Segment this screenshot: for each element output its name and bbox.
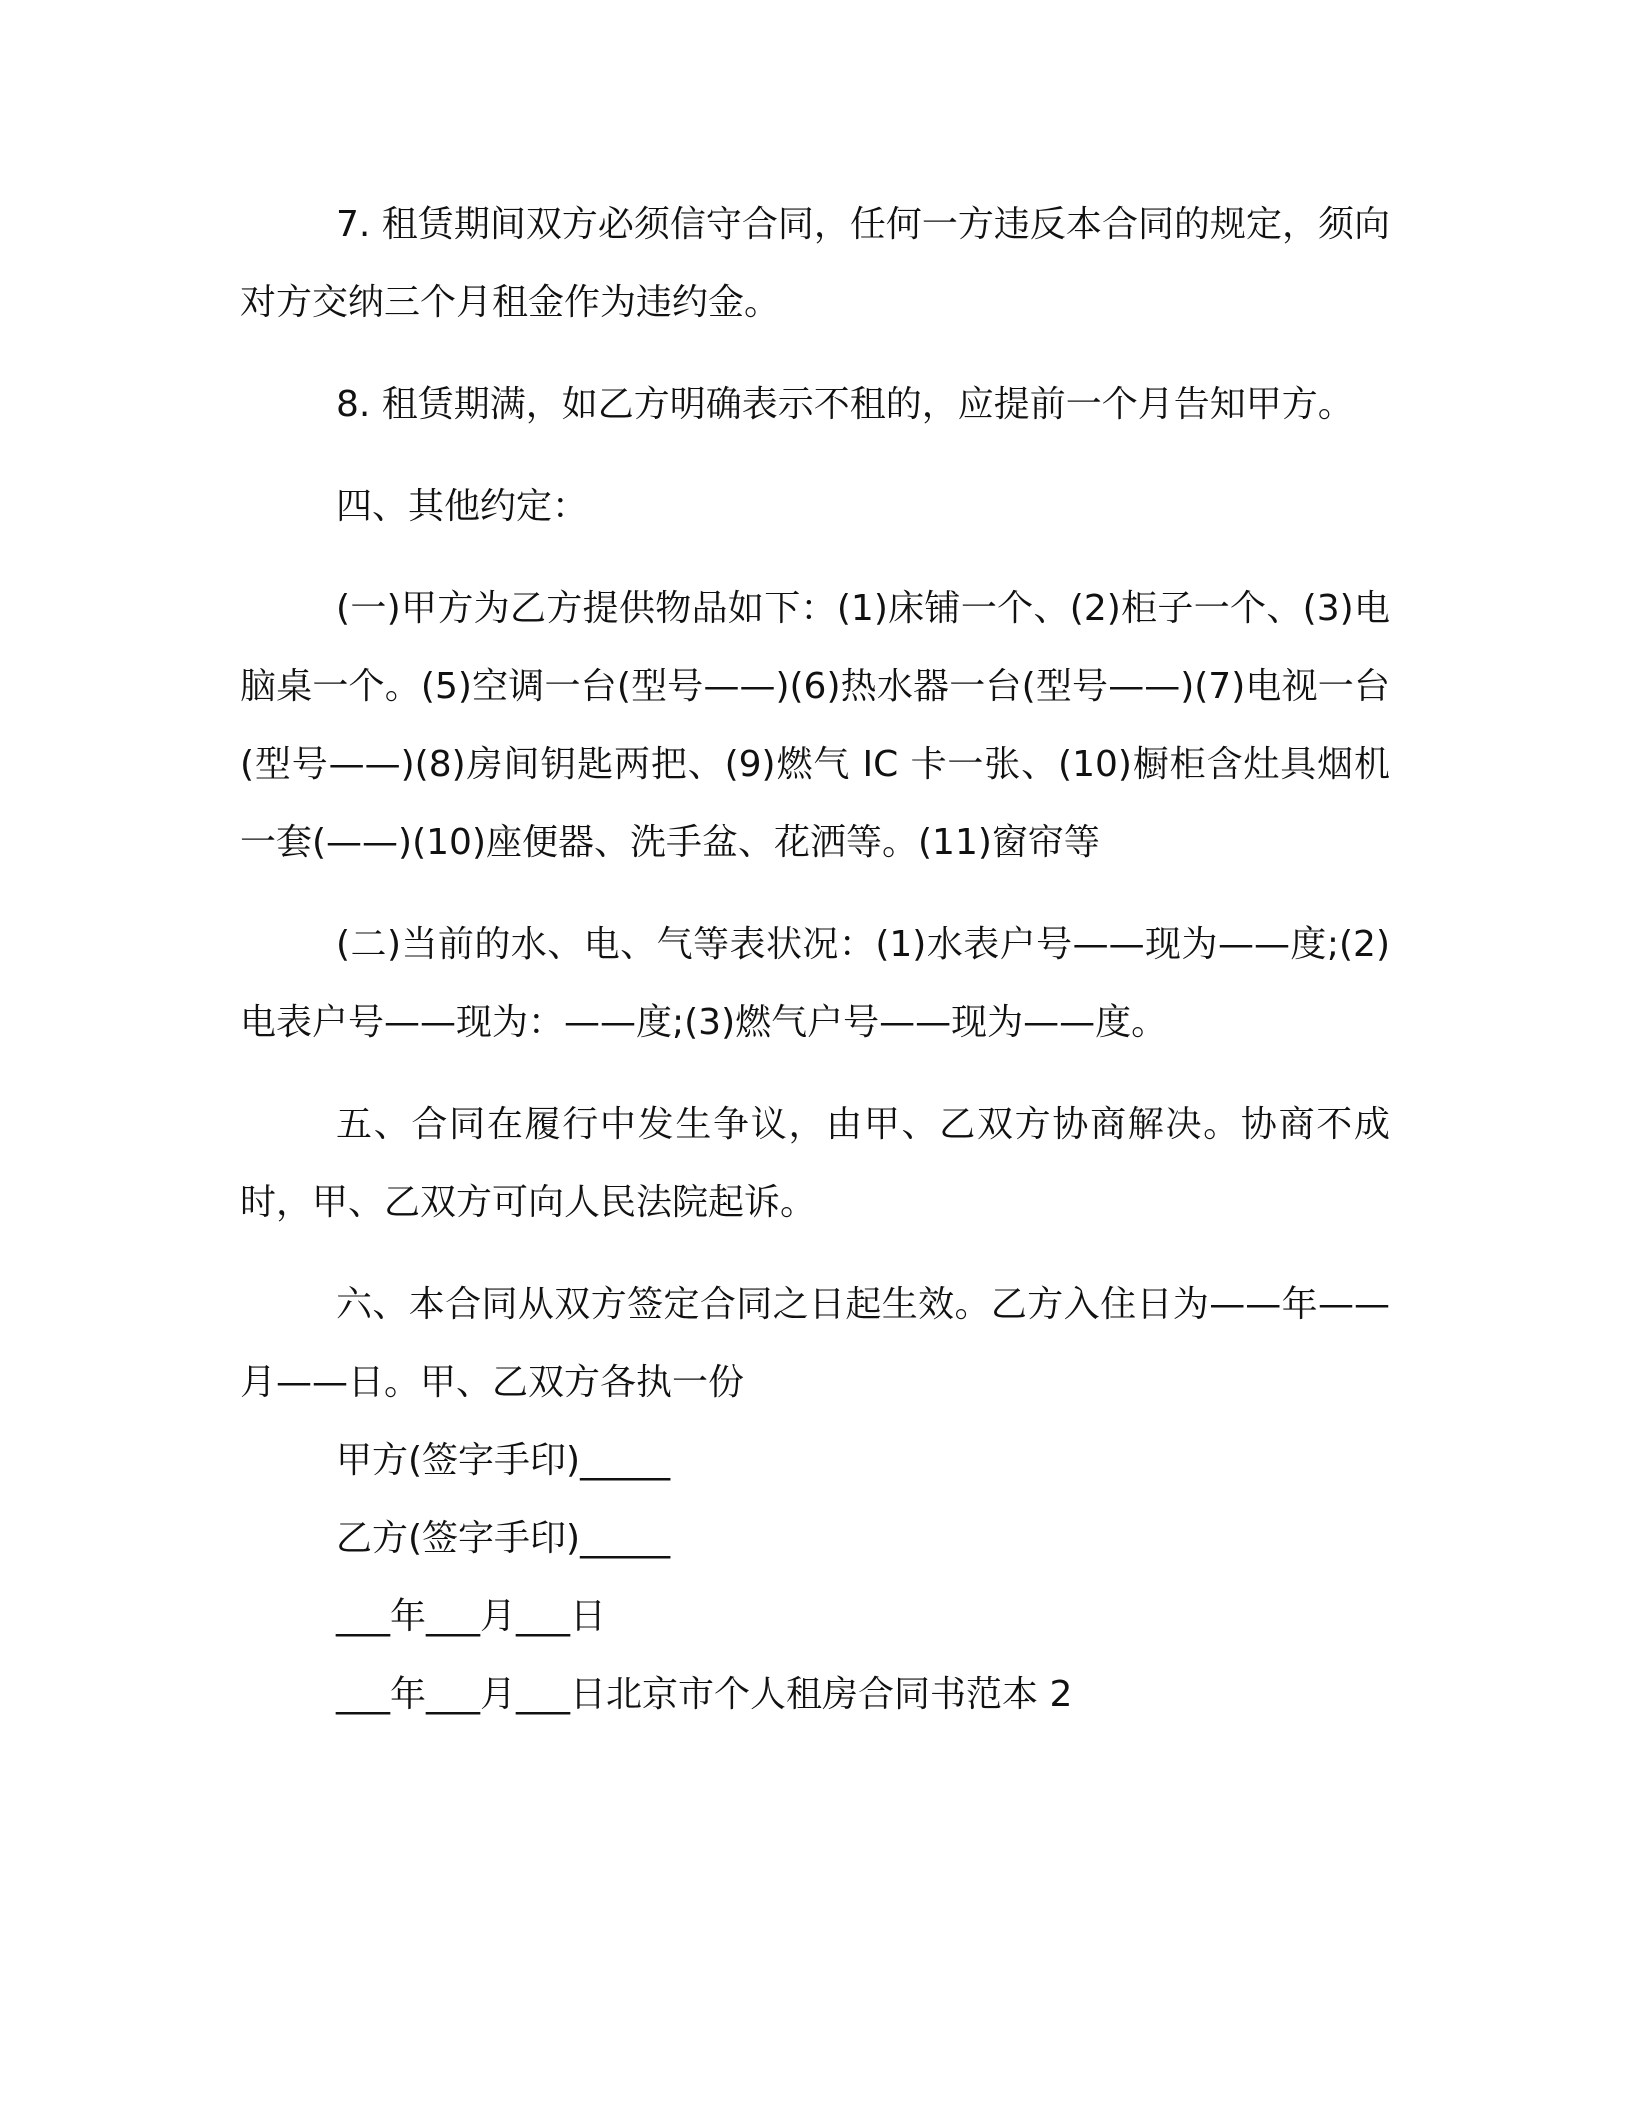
section-6-effective: 六、本合同从双方签定合同之日起生效。乙方入住日为——年——月——日。甲、乙双方各执一份 xyxy=(240,1284,1390,1403)
party-b-signature: 乙方(签字手印)_____ xyxy=(336,1518,671,1559)
section-4-heading: 四、其他约定： xyxy=(336,486,589,527)
meter-status-clause: (二)当前的水、电、气等表状况：(1)水表户号——现为——度;(2)电表户号——现为：——度;(3)燃气户号——现为——度。 xyxy=(240,924,1390,1043)
provided-items-clause: (一)甲方为乙方提供物品如下：(1)床铺一个、(2)柜子一个、(3)电脑桌一个。(5)空调一台(型号——)(6)热水器一台(型号——)(7)电视一台(型号——)(8)房间钥匙两把、(9)燃气 IC 卡一张、(10)橱柜含灶具烟机一套(——)(10)座便器、洗手盆、花洒等。(11)窗帘等 xyxy=(240,588,1390,863)
document-body xyxy=(240,186,1390,1734)
party-a-signature: 甲方(签字手印)_____ xyxy=(336,1440,671,1481)
clause-7: 7. 租赁期间双方必须信守合同，任何一方违反本合同的规定，须向对方交纳三个月租金作为违约金。 xyxy=(240,204,1390,323)
signature-date: ___年___月___日 xyxy=(336,1596,607,1637)
clause-8: 8. 租赁期满，如乙方明确表示不租的，应提前一个月告知甲方。 xyxy=(336,384,1354,425)
section-5-dispute: 五、合同在履行中发生争议，由甲、乙双方协商解决。协商不成时，甲、乙双方可向人民法院起诉。 xyxy=(240,1104,1390,1223)
next-document-title: ___年___月___日北京市个人租房合同书范本 2 xyxy=(336,1674,1073,1715)
